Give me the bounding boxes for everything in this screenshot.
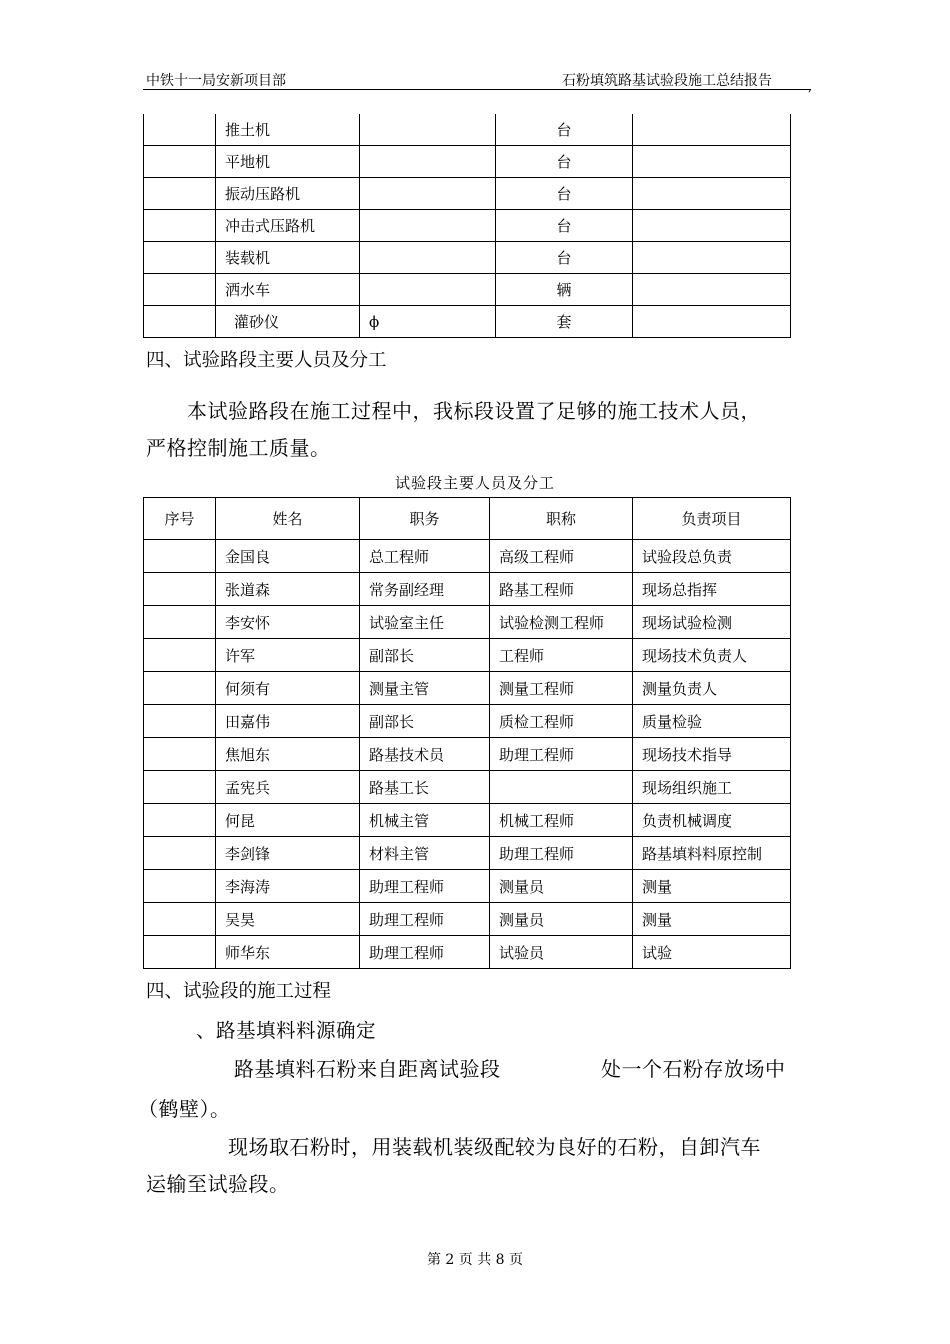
- staff-name-cell: 焦旭东: [216, 738, 360, 771]
- equipment-table: [143, 114, 791, 338]
- staff-title-cell: 高级工程师: [490, 540, 633, 573]
- staff-name-cell: 田嘉伟: [216, 705, 360, 738]
- equipment-name-cell: 冲击式压路机: [216, 210, 360, 242]
- staff-no-cell: [144, 639, 216, 672]
- staff-post-cell: 路基技术员: [360, 738, 490, 771]
- equipment-name-cell: 灌砂仪: [216, 306, 360, 338]
- staff-title-cell: 测量工程师: [490, 672, 633, 705]
- equipment-spec-cell: [360, 146, 496, 178]
- staff-row: [144, 639, 791, 672]
- staff-post-cell: 常务副经理: [360, 573, 490, 606]
- staff-no-cell: [144, 672, 216, 705]
- staff-title-cell: 试验检测工程师: [490, 606, 633, 639]
- staff-duty-cell: 试验: [633, 936, 791, 969]
- equipment-row: [144, 274, 791, 306]
- equipment-qty-cell: [633, 114, 791, 146]
- staff-post-cell: 测量主管: [360, 672, 490, 705]
- equipment-spec-cell: [360, 178, 496, 210]
- staff-no-cell: [144, 573, 216, 606]
- staff-duty-cell: 现场技术指导: [633, 738, 791, 771]
- staff-row: [144, 837, 791, 870]
- staff-no-cell: [144, 804, 216, 837]
- staff-name-cell: 张道森: [216, 573, 360, 606]
- header-cell-name: 姓名: [216, 498, 360, 540]
- equipment-name-cell: 平地机: [216, 146, 360, 178]
- staff-row: [144, 804, 791, 837]
- equipment-no-cell: [144, 306, 216, 338]
- staff-no-cell: [144, 870, 216, 903]
- staff-no-cell: [144, 936, 216, 969]
- header-cell-no: 序号: [144, 498, 216, 540]
- staff-no-cell: [144, 540, 216, 573]
- equipment-row: [144, 146, 791, 178]
- header-right: 石粉填筑路基试验段施工总结报告: [562, 73, 772, 89]
- staff-post-cell: 副部长: [360, 705, 490, 738]
- equipment-no-cell: [144, 274, 216, 306]
- staff-row: [144, 705, 791, 738]
- staff-post-cell: 副部长: [360, 639, 490, 672]
- staff-name-cell: 孟宪兵: [216, 771, 360, 804]
- header-rule: [143, 89, 811, 90]
- equipment-qty-cell: [633, 146, 791, 178]
- staff-title-cell: 路基工程师: [490, 573, 633, 606]
- equipment-name-cell: 装载机: [216, 242, 360, 274]
- staff-name-cell: 许军: [216, 639, 360, 672]
- header-cell-post: 职务: [360, 498, 490, 540]
- staff-name-cell: 师华东: [216, 936, 360, 969]
- section-heading-personnel: 四、试验路段主要人员及分工: [146, 350, 387, 371]
- equipment-row: [144, 242, 791, 274]
- header-mark: ,: [808, 80, 812, 94]
- header-left: 中铁十一局安新项目部: [146, 73, 286, 89]
- equipment-spec-cell: [360, 114, 496, 146]
- equipment-name-cell: 振动压路机: [216, 178, 360, 210]
- process-p1-line2: （鹤壁）。: [138, 1097, 231, 1121]
- staff-name-cell: 金国良: [216, 540, 360, 573]
- equipment-no-cell: [144, 178, 216, 210]
- equipment-qty-cell: [633, 306, 791, 338]
- staff-table: [143, 497, 791, 969]
- staff-name-cell: 何昆: [216, 804, 360, 837]
- section-heading-process: 四、试验段的施工过程: [146, 981, 332, 1002]
- equipment-row: [144, 210, 791, 242]
- staff-title-cell: 质检工程师: [490, 705, 633, 738]
- staff-no-cell: [144, 606, 216, 639]
- staff-title-cell: 助理工程师: [490, 738, 633, 771]
- staff-row: [144, 540, 791, 573]
- header-cell-duty: 负责项目: [633, 498, 791, 540]
- staff-row: [144, 606, 791, 639]
- equipment-spec-cell: [360, 210, 496, 242]
- staff-title-cell: 测量员: [490, 903, 633, 936]
- staff-row: [144, 870, 791, 903]
- staff-duty-cell: 现场试验检测: [633, 606, 791, 639]
- staff-row: [144, 573, 791, 606]
- equipment-no-cell: [144, 242, 216, 274]
- staff-post-cell: 材料主管: [360, 837, 490, 870]
- staff-title-cell: 工程师: [490, 639, 633, 672]
- staff-name-cell: 吴昊: [216, 903, 360, 936]
- equipment-no-cell: [144, 146, 216, 178]
- staff-name-cell: 李剑锋: [216, 837, 360, 870]
- header-cell-title: 职称: [490, 498, 633, 540]
- staff-table-caption: 试验段主要人员及分工: [394, 474, 555, 492]
- staff-title-cell: 测量员: [490, 870, 633, 903]
- equipment-row: [144, 114, 791, 146]
- staff-duty-cell: 测量: [633, 903, 791, 936]
- equipment-unit-cell: 台: [496, 178, 633, 210]
- process-p1-part1: 路基填料石粉来自距离试验段: [234, 1057, 501, 1081]
- staff-post-cell: 助理工程师: [360, 936, 490, 969]
- subheading-fill-source: 、路基填料料源确定: [196, 1019, 377, 1042]
- staff-post-cell: 机械主管: [360, 804, 490, 837]
- staff-no-cell: [144, 705, 216, 738]
- staff-post-cell: 总工程师: [360, 540, 490, 573]
- staff-duty-cell: 路基填料料原控制: [633, 837, 791, 870]
- equipment-no-cell: [144, 114, 216, 146]
- staff-title-cell: 机械工程师: [490, 804, 633, 837]
- staff-post-cell: 助理工程师: [360, 903, 490, 936]
- equipment-unit-cell: 套: [496, 306, 633, 338]
- staff-duty-cell: 测量: [633, 870, 791, 903]
- equipment-spec-cell: ϕ: [360, 306, 496, 338]
- personnel-paragraph-line1: 本试验路段在施工过程中，我标段设置了足够的施工技术人员，: [187, 399, 761, 423]
- staff-post-cell: 试验室主任: [360, 606, 490, 639]
- equipment-unit-cell: 台: [496, 242, 633, 274]
- staff-duty-cell: 现场技术负责人: [633, 639, 791, 672]
- staff-row: [144, 738, 791, 771]
- equipment-spec-cell: [360, 274, 496, 306]
- staff-title-cell: [490, 771, 633, 804]
- equipment-unit-cell: 台: [496, 114, 633, 146]
- staff-duty-cell: 测量负责人: [633, 672, 791, 705]
- process-p2-line1: 现场取石粉时，用装载机装级配较为良好的石粉，自卸汽车: [228, 1135, 761, 1159]
- staff-duty-cell: 现场组织施工: [633, 771, 791, 804]
- staff-name-cell: 李海涛: [216, 870, 360, 903]
- staff-row: [144, 771, 791, 804]
- equipment-row: [144, 178, 791, 210]
- staff-duty-cell: 质量检验: [633, 705, 791, 738]
- staff-title-cell: 助理工程师: [490, 837, 633, 870]
- staff-table-header: [144, 498, 791, 540]
- page-number: 第 2 页 共 8 页: [426, 1252, 524, 1268]
- staff-duty-cell: 试验段总负责: [633, 540, 791, 573]
- personnel-paragraph-line2: 严格控制施工质量。: [146, 436, 331, 460]
- staff-title-cell: 试验员: [490, 936, 633, 969]
- staff-name-cell: 李安怀: [216, 606, 360, 639]
- equipment-no-cell: [144, 210, 216, 242]
- equipment-name-cell: 推土机: [216, 114, 360, 146]
- equipment-unit-cell: 台: [496, 210, 633, 242]
- staff-duty-cell: 负责机械调度: [633, 804, 791, 837]
- equipment-qty-cell: [633, 178, 791, 210]
- staff-post-cell: 助理工程师: [360, 870, 490, 903]
- staff-duty-cell: 现场总指挥: [633, 573, 791, 606]
- staff-post-cell: 路基工长: [360, 771, 490, 804]
- process-p1-part2: 处一个石粉存放场中: [601, 1057, 786, 1081]
- equipment-qty-cell: [633, 210, 791, 242]
- staff-no-cell: [144, 903, 216, 936]
- equipment-unit-cell: 辆: [496, 274, 633, 306]
- staff-no-cell: [144, 837, 216, 870]
- process-p2-line2: 运输至试验段。: [146, 1172, 290, 1196]
- equipment-spec-cell: [360, 242, 496, 274]
- equipment-qty-cell: [633, 274, 791, 306]
- equipment-row: [144, 306, 791, 338]
- staff-row: [144, 672, 791, 705]
- equipment-name-cell: 洒水车: [216, 274, 360, 306]
- staff-no-cell: [144, 771, 216, 804]
- staff-no-cell: [144, 738, 216, 771]
- staff-name-cell: 何须有: [216, 672, 360, 705]
- equipment-unit-cell: 台: [496, 146, 633, 178]
- staff-row: [144, 936, 791, 969]
- staff-row: [144, 903, 791, 936]
- equipment-qty-cell: [633, 242, 791, 274]
